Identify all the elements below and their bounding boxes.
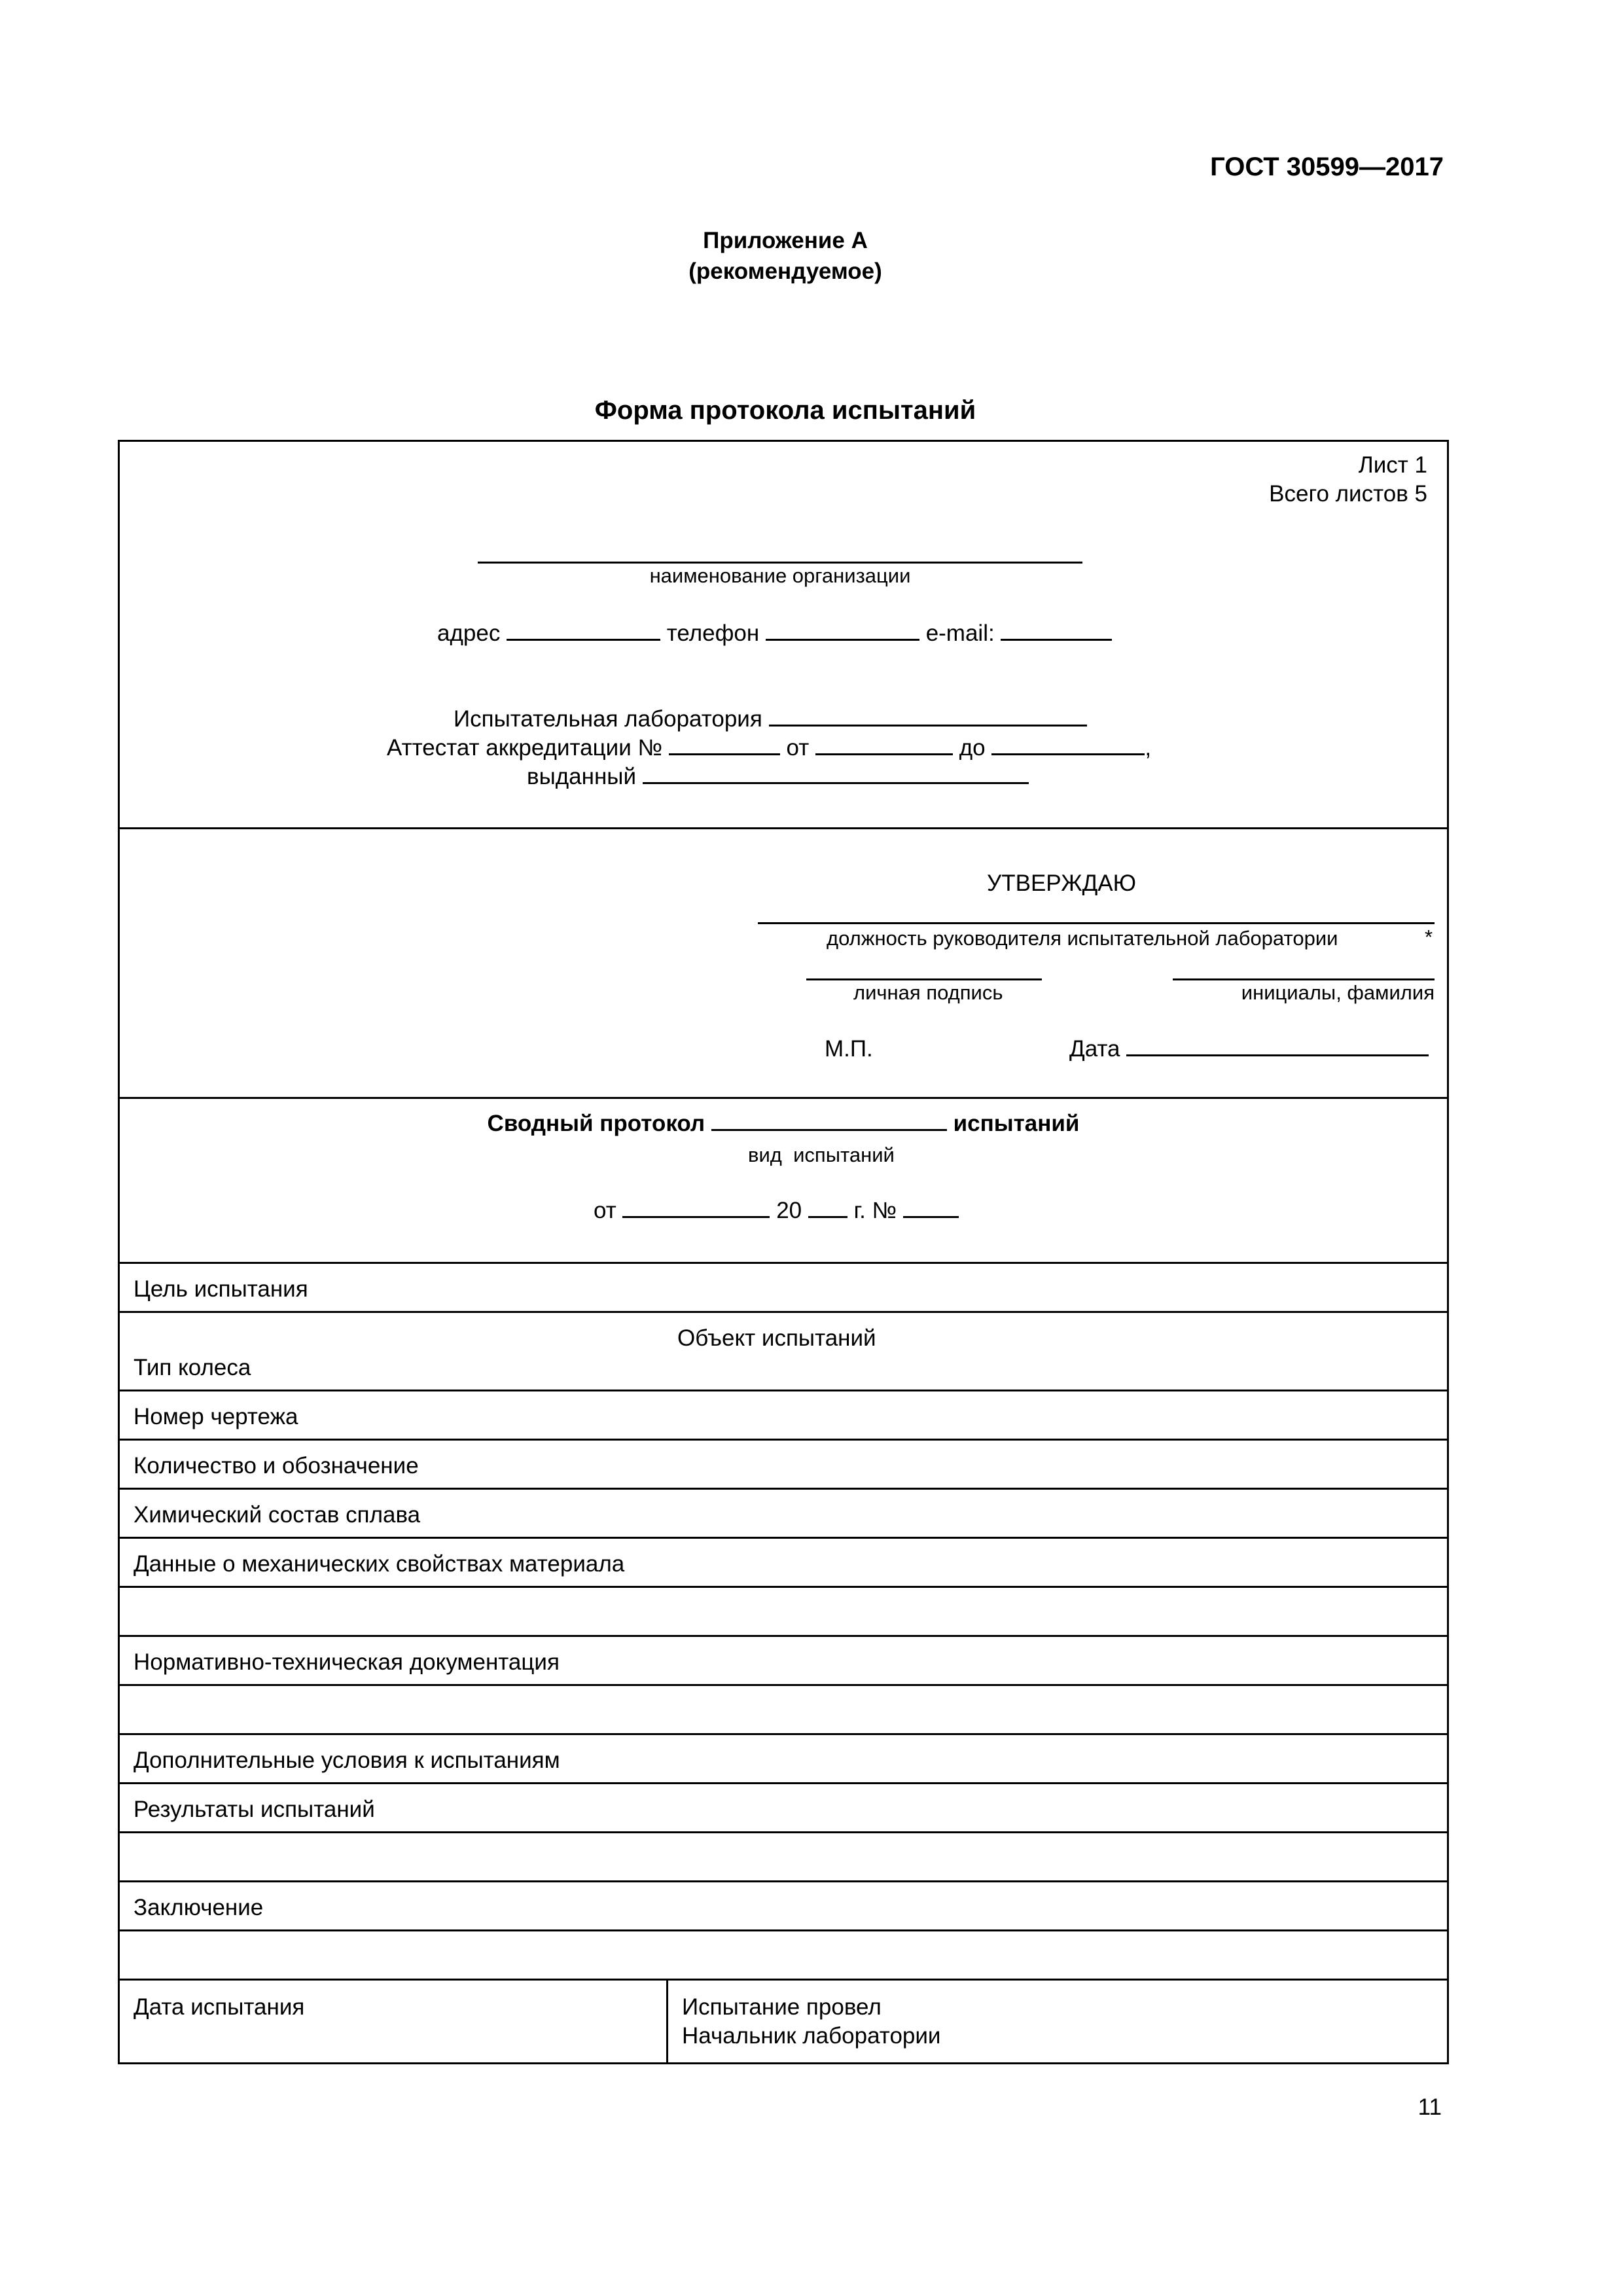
accreditation-line — [387, 735, 1151, 761]
accreditation-from-field[interactable] — [815, 753, 953, 755]
row-quantity: Количество и обозначение — [134, 1453, 419, 1479]
divider — [118, 1831, 1449, 1833]
protocol-title — [118, 1111, 1449, 1137]
accreditation-from-label: от — [786, 735, 810, 761]
appendix-title: Приложение А — [703, 228, 868, 253]
test-type-caption: вид испытаний — [748, 1143, 895, 1166]
divider — [118, 1439, 1449, 1441]
divider — [118, 1311, 1449, 1313]
protocol-title-start: Сводный протокол — [487, 1111, 705, 1136]
footnote-asterisk: * — [1425, 925, 1433, 948]
email-label: e-mail: — [925, 620, 995, 646]
signature-line[interactable] — [806, 978, 1042, 980]
phone-field[interactable] — [766, 639, 919, 641]
email-field[interactable] — [1001, 639, 1112, 641]
divider — [118, 1097, 1449, 1099]
divider — [118, 1733, 1449, 1735]
test-type-field[interactable] — [711, 1129, 947, 1131]
issued-line — [527, 764, 1029, 790]
divider — [118, 1782, 1449, 1784]
approval-date-label: Дата — [1069, 1036, 1120, 1062]
position-caption: должность руководителя испытательной лаборатории — [827, 927, 1338, 950]
divider — [118, 1390, 1449, 1391]
phone-label: телефон — [666, 620, 760, 646]
protocol-year-field[interactable] — [808, 1216, 847, 1218]
accreditation-to-label: до — [959, 735, 986, 761]
object-heading: Объект испытаний — [677, 1325, 876, 1351]
organization-name-line[interactable] — [478, 562, 1082, 564]
row-additional-conditions: Дополнительные условия к испытаниям — [134, 1748, 560, 1773]
sheet-total: Всего листов 5 — [1269, 481, 1427, 507]
row-test-results: Результаты испытаний — [134, 1797, 375, 1822]
row-test-date: Дата испытания — [134, 1994, 305, 2020]
row-chemical-composition: Химический состав сплава — [134, 1502, 421, 1528]
position-line[interactable] — [758, 922, 1435, 924]
row-conclusion: Заключение — [134, 1895, 264, 1920]
protocol-year-prefix: 20 — [776, 1198, 802, 1223]
signature-caption: личная подпись — [853, 981, 1003, 1004]
protocol-number-field[interactable] — [903, 1216, 959, 1218]
divider — [118, 1262, 1449, 1264]
laboratory-label: Испытательная лаборатория — [454, 706, 762, 732]
initials-caption: инициалы, фамилия — [1241, 981, 1435, 1004]
protocol-from-label: от — [594, 1198, 616, 1223]
issued-field[interactable] — [643, 782, 1029, 784]
laboratory-field[interactable] — [769, 725, 1087, 726]
approval-date-field[interactable] — [1126, 1054, 1429, 1056]
divider — [118, 1979, 1449, 1981]
address-field[interactable] — [507, 639, 660, 641]
accreditation-number-field[interactable] — [669, 753, 780, 755]
address-label: адрес — [437, 620, 501, 646]
column-divider — [666, 1979, 668, 2064]
protocol-number-label: г. № — [853, 1198, 897, 1223]
row-mechanical-properties: Данные о механических свойствах материала — [134, 1551, 625, 1577]
divider — [118, 827, 1449, 829]
page-number: 11 — [1418, 2094, 1442, 2120]
initials-line[interactable] — [1173, 978, 1435, 980]
divider — [118, 1684, 1449, 1686]
accreditation-to-field[interactable] — [991, 753, 1145, 755]
divider — [118, 1880, 1449, 1882]
seal-label: М.П. — [825, 1036, 873, 1062]
conducted-by-label: Испытание провел — [682, 1994, 882, 2020]
comma: , — [1145, 735, 1152, 761]
row-test-purpose: Цель испытания — [134, 1276, 308, 1302]
appendix-status: (рекомендуемое) — [688, 259, 882, 284]
sheet-number: Лист 1 — [1358, 452, 1427, 478]
divider — [118, 1929, 1449, 1931]
protocol-date-field[interactable] — [622, 1216, 770, 1218]
issued-label: выданный — [527, 764, 637, 789]
divider — [118, 1635, 1449, 1637]
row-drawing-number: Номер чертежа — [134, 1404, 298, 1429]
lab-head-label: Начальник лаборатории — [682, 2023, 941, 2049]
form-title: Форма протокола испытаний — [594, 396, 976, 425]
divider — [118, 1537, 1449, 1539]
divider — [118, 1488, 1449, 1490]
laboratory-line — [454, 706, 1087, 732]
accreditation-label: Аттестат аккредитации № — [387, 735, 663, 761]
approve-label: УТВЕРЖДАЮ — [987, 870, 1136, 896]
document-number: ГОСТ 30599—2017 — [1210, 152, 1444, 181]
approval-date-line — [1069, 1036, 1429, 1062]
protocol-title-end: испытаний — [953, 1111, 1080, 1136]
organization-name-caption: наименование организации — [649, 564, 911, 587]
divider — [118, 1586, 1449, 1588]
row-normative-documentation: Нормативно-техническая документация — [134, 1649, 560, 1675]
row-wheel-type: Тип колеса — [134, 1355, 251, 1380]
protocol-date-line — [594, 1198, 959, 1224]
contact-line — [437, 620, 1112, 647]
